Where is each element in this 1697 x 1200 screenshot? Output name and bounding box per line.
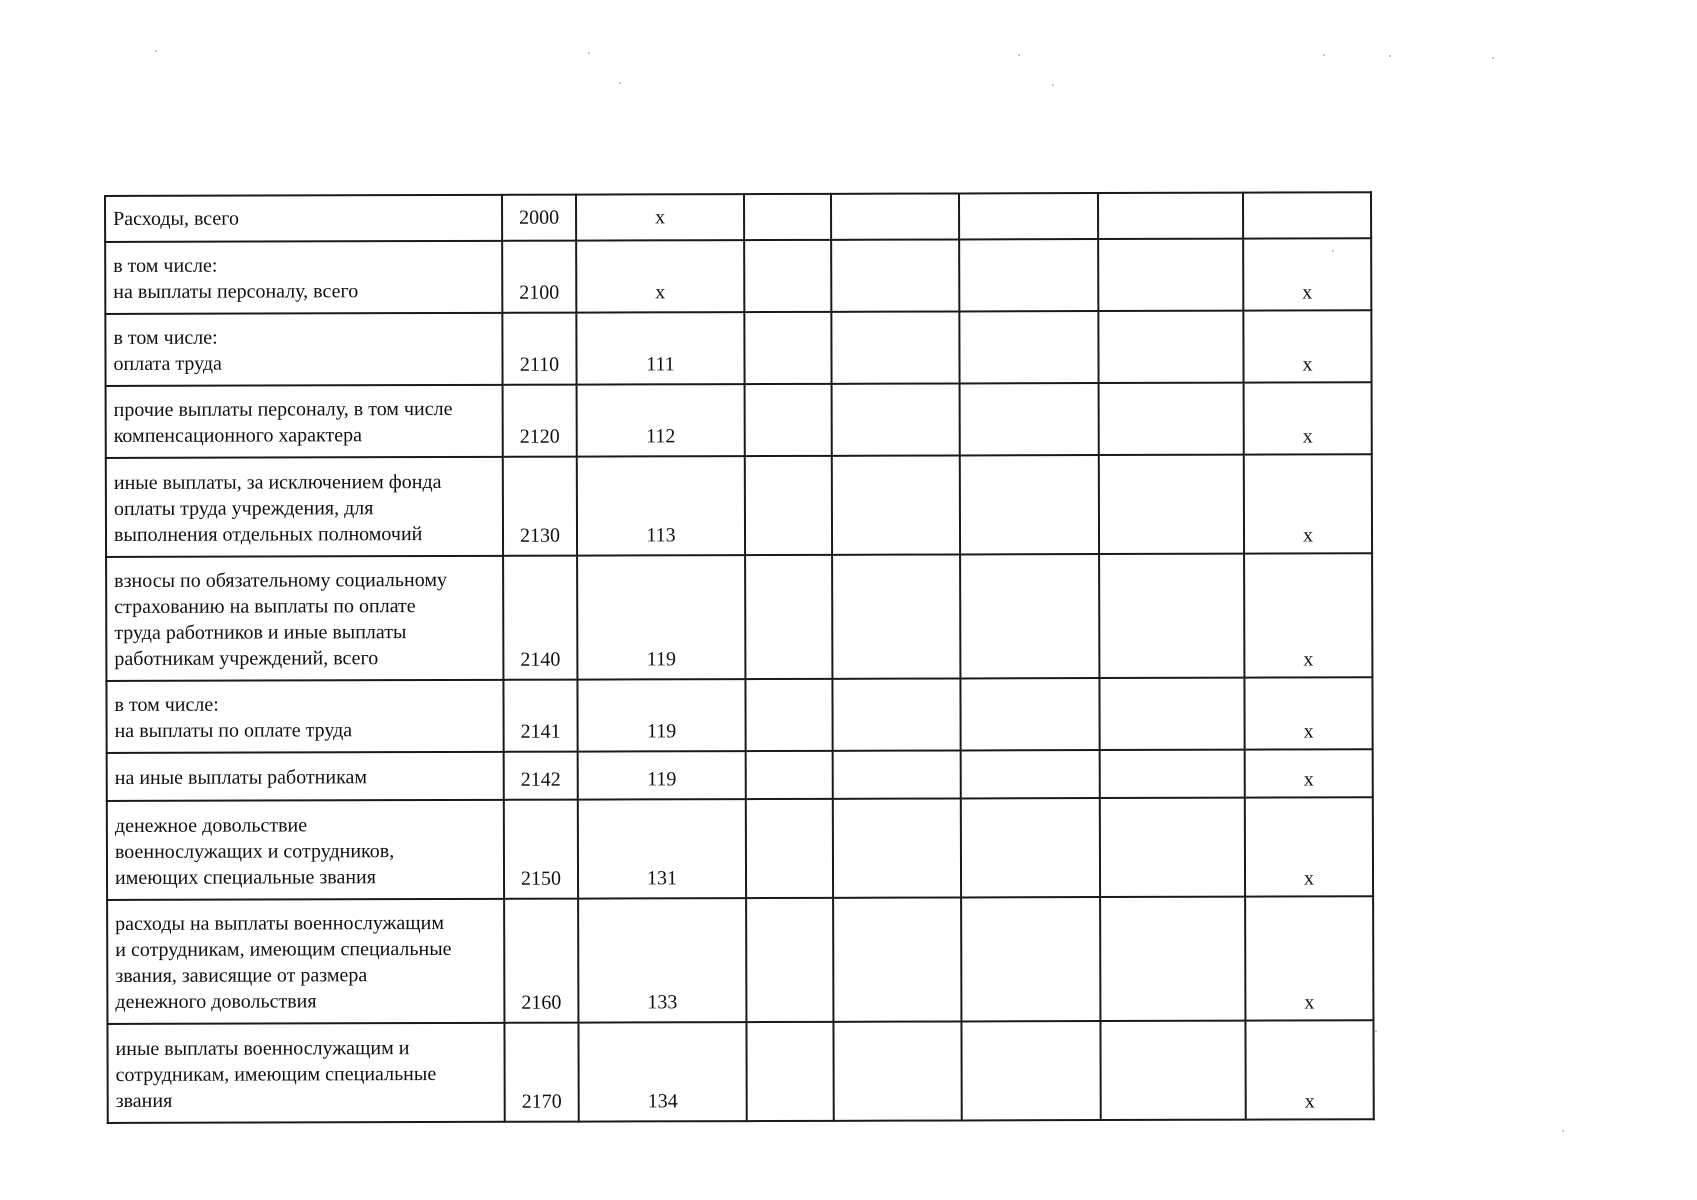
empty-amount-cell [746, 799, 833, 898]
row-name-cell: иные выплаты, за исключением фонда оплаты труда учреждения, для выполнения отдельных полномочий [106, 457, 503, 557]
row-kbk-cell: 133 [578, 898, 746, 1022]
table-row [107, 749, 1373, 801]
empty-amount-cell [961, 1021, 1100, 1120]
row-kbk-cell: 112 [577, 384, 745, 456]
empty-amount-cell [746, 898, 833, 1022]
empty-amount-cell [960, 455, 1099, 554]
row-code-cell: 2141 [503, 680, 577, 752]
table-row [107, 896, 1373, 1024]
empty-amount-cell [1100, 798, 1245, 897]
empty-amount-cell [833, 1021, 961, 1120]
empty-amount-cell [832, 554, 960, 678]
row-last-cell: x [1243, 310, 1371, 382]
row-name-cell: на иные выплаты работникам [107, 752, 504, 801]
row-name-cell: иные выплаты военнослужащим и сотрудникам, имеющим специальные звания [107, 1023, 504, 1123]
empty-amount-cell [1100, 750, 1245, 798]
empty-amount-cell [1099, 678, 1244, 750]
table-row [105, 238, 1371, 314]
empty-amount-cell [745, 456, 832, 555]
empty-amount-cell [960, 383, 1099, 455]
row-last-cell: x [1243, 238, 1371, 310]
empty-amount-cell [832, 678, 960, 750]
empty-amount-cell [1099, 455, 1244, 554]
row-kbk-cell: x [576, 194, 744, 240]
table-row [107, 797, 1373, 900]
empty-amount-cell [746, 1022, 833, 1121]
empty-amount-cell [744, 194, 831, 240]
empty-amount-cell [745, 555, 832, 679]
row-name-cell: в том числе: оплата труда [105, 313, 502, 386]
table-row [106, 677, 1372, 753]
empty-amount-cell [833, 897, 961, 1021]
empty-amount-cell [1099, 383, 1244, 455]
empty-amount-cell [959, 193, 1098, 239]
row-code-cell: 2142 [504, 752, 578, 800]
empty-amount-cell [1098, 239, 1243, 311]
row-code-cell: 2100 [502, 241, 576, 313]
row-last-cell: x [1245, 896, 1373, 1020]
row-name-cell: взносы по обязательному социальному страхованию на выплаты по оплате труда работников и иные выплаты работникам учреждений, всего [106, 556, 503, 681]
row-last-cell [1243, 192, 1371, 238]
row-kbk-cell: 131 [578, 799, 746, 898]
empty-amount-cell [959, 239, 1098, 311]
row-code-cell: 2150 [504, 800, 578, 899]
empty-amount-cell [1099, 554, 1244, 678]
empty-amount-cell [1098, 311, 1243, 383]
row-last-cell: x [1244, 454, 1372, 553]
table-row [105, 192, 1371, 242]
row-code-cell: 2140 [503, 556, 577, 680]
table-row [106, 454, 1372, 557]
empty-amount-cell [961, 750, 1100, 798]
empty-amount-cell [961, 897, 1100, 1021]
empty-amount-cell [744, 240, 831, 312]
table-body [105, 192, 1374, 1123]
row-last-cell: x [1245, 797, 1373, 896]
table-row [107, 1020, 1373, 1123]
row-code-cell: 2110 [502, 313, 576, 385]
row-last-cell: x [1244, 553, 1372, 677]
row-code-cell: 2000 [502, 195, 576, 241]
row-last-cell: x [1244, 677, 1372, 749]
empty-amount-cell [1098, 193, 1243, 239]
row-code-cell: 2130 [503, 457, 577, 556]
row-name-cell: в том числе: на выплаты по оплате труда [106, 680, 503, 753]
empty-amount-cell [744, 312, 831, 384]
table-row [105, 310, 1371, 386]
row-name-cell: денежное довольствие военнослужащих и сотрудников, имеющих специальные звания [107, 800, 504, 900]
row-name-cell: в том числе: на выплаты персоналу, всего [105, 241, 502, 314]
table-row [106, 553, 1372, 681]
table-row [106, 382, 1372, 458]
row-kbk-cell: 119 [577, 555, 745, 679]
row-code-cell: 2120 [503, 385, 577, 457]
row-kbk-cell: 111 [576, 312, 744, 384]
empty-amount-cell [959, 311, 1098, 383]
row-last-cell: x [1245, 749, 1373, 797]
row-kbk-cell: 119 [578, 751, 746, 799]
empty-amount-cell [745, 679, 832, 751]
empty-amount-cell [961, 798, 1100, 897]
empty-amount-cell [831, 193, 959, 239]
row-name-cell: Расходы, всего [105, 195, 502, 242]
empty-amount-cell [1100, 1021, 1245, 1120]
expenses-table [104, 191, 1375, 1124]
row-kbk-cell: 113 [577, 456, 745, 555]
empty-amount-cell [832, 383, 960, 455]
empty-amount-cell [960, 554, 1099, 678]
row-name-cell: расходы на выплаты военнослужащим и сотрудникам, имеющим специальные звания, зависящие от размера денежного довольствия [107, 899, 504, 1024]
empty-amount-cell [832, 455, 960, 554]
empty-amount-cell [960, 678, 1099, 750]
empty-amount-cell [746, 751, 833, 799]
row-last-cell: x [1244, 382, 1372, 454]
row-kbk-cell: x [576, 240, 744, 312]
row-name-cell: прочие выплаты персоналу, в том числе компенсационного характера [106, 385, 503, 458]
empty-amount-cell [1100, 897, 1245, 1021]
row-last-cell: x [1245, 1020, 1373, 1119]
empty-amount-cell [745, 384, 832, 456]
row-code-cell: 2160 [504, 899, 578, 1023]
empty-amount-cell [831, 239, 959, 311]
empty-amount-cell [831, 311, 959, 383]
empty-amount-cell [833, 798, 961, 897]
row-code-cell: 2170 [504, 1023, 578, 1122]
row-kbk-cell: 119 [577, 679, 745, 751]
empty-amount-cell [833, 750, 961, 798]
row-kbk-cell: 134 [578, 1022, 746, 1121]
